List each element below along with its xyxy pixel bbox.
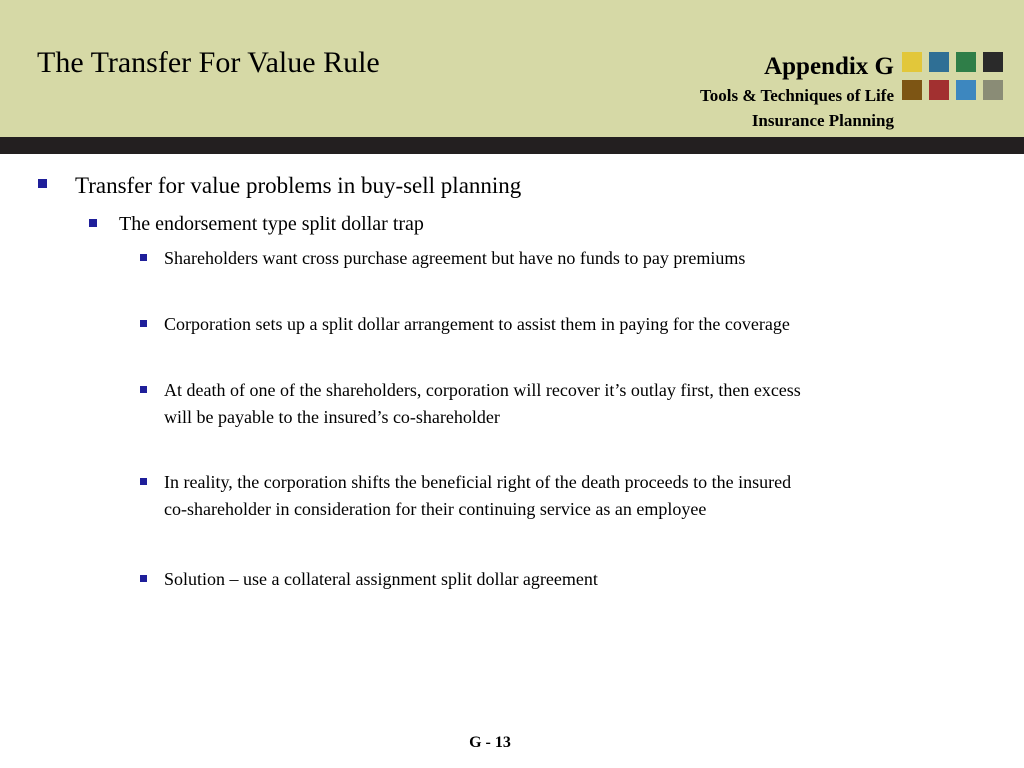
- bullet-level3-line: Solution – use a collateral assignment split dollar agreement: [164, 569, 598, 589]
- square-bullet-icon: [140, 254, 147, 261]
- bullet-level3: [164, 245, 745, 272]
- bullet-level3-line: co-shareholder in consideration for their continuing service as an employee: [164, 499, 707, 519]
- bullet-level3-line: In reality, the corporation shifts the beneficial right of the death proceeds to the insured: [164, 472, 792, 492]
- appendix-subtitle-line1: Tools & Techniques of Life: [700, 86, 894, 105]
- bullet-level2: The endorsement type split dollar trap: [119, 213, 424, 235]
- square-bullet-icon: [140, 478, 147, 485]
- bullet-level3-line: will be payable to the insured’s co-shareholder: [164, 407, 500, 427]
- page-number-footer: [0, 734, 1024, 752]
- appendix-subtitle-line2: Insurance Planning: [751, 111, 894, 130]
- slide-title: The Transfer For Value Rule: [37, 46, 380, 79]
- bullet-level3: [164, 469, 791, 523]
- bullet-level3: [164, 311, 790, 338]
- square-bullet-icon: [140, 386, 147, 393]
- bullet-level3-line: Corporation sets up a split dollar arrangement to assist them in paying for the coverage: [164, 314, 790, 334]
- square-bullet-icon: [38, 179, 47, 188]
- bullet-level1: Transfer for value problems in buy-sell planning: [75, 173, 522, 198]
- appendix-title: Appendix G: [764, 53, 894, 80]
- square-bullet-icon: [140, 320, 147, 327]
- page-number: G - 13: [469, 734, 511, 751]
- bullet-level3-line: At death of one of the shareholders, corporation will recover it’s outlay first, then excess: [164, 380, 801, 400]
- bullet-level3-line: Shareholders want cross purchase agreement but have no funds to pay premiums: [164, 248, 746, 268]
- bullet-level3: [164, 377, 801, 431]
- square-bullet-icon: [140, 575, 147, 582]
- bullet-level3: [164, 566, 598, 593]
- square-bullet-icon: [89, 219, 97, 227]
